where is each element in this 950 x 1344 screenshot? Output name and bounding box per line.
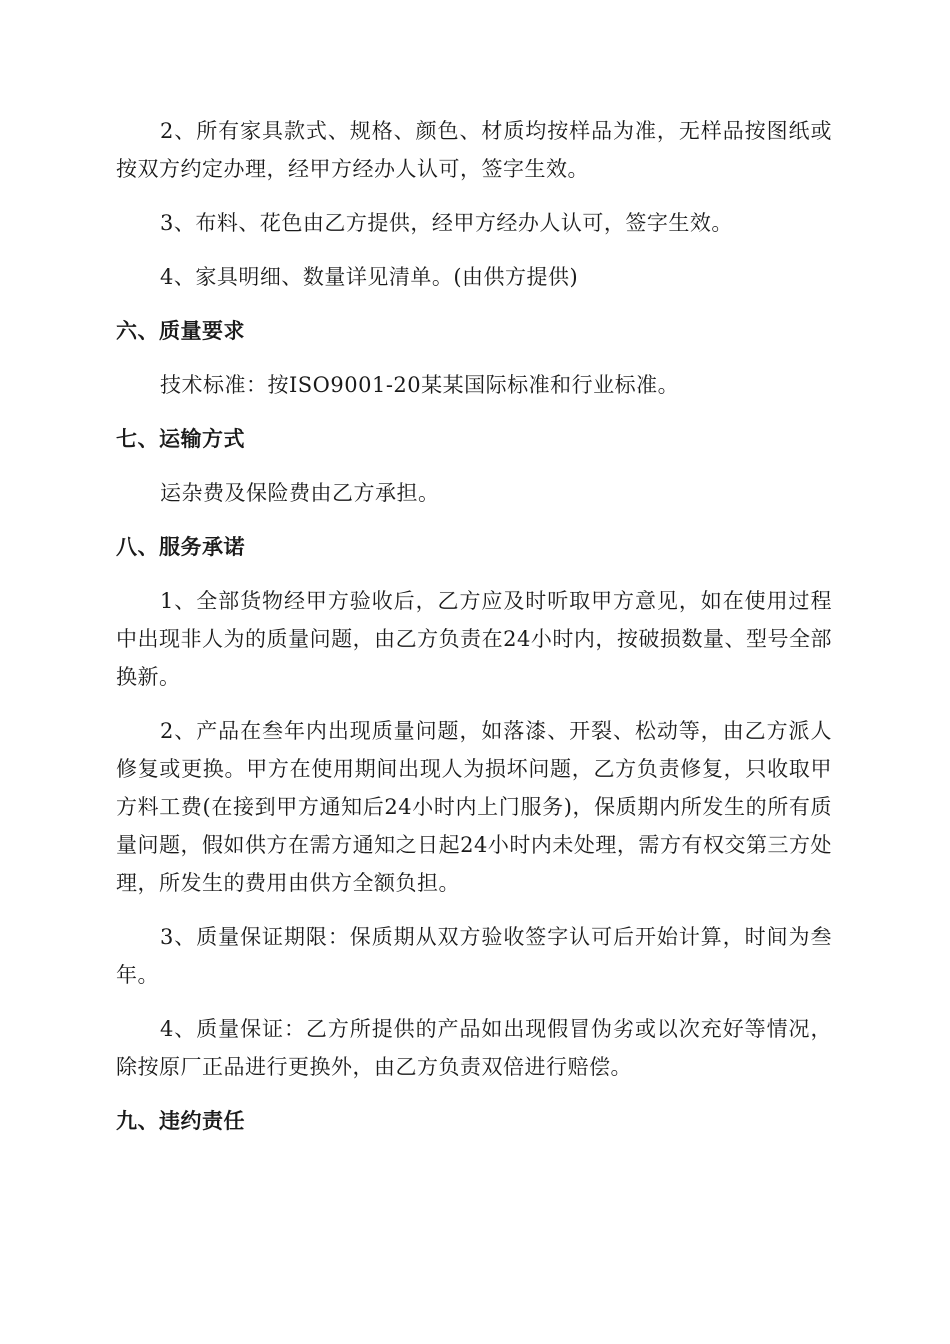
service-1-paragraph: 1、全部货物经甲方验收后，乙方应及时听取甲方意见，如在使用过程中出现非人为的质量问题，由乙方负责在24小时内，按破损数量、型号全部换新。 (116, 589, 832, 689)
section-7-heading: 七、运输方式 (116, 427, 245, 451)
service-4-paragraph: 4、质量保证：乙方所提供的产品如出现假冒伪劣或以次充好等情况，除按原厂正品进行更换外，由乙方负责双倍进行赔偿。 (116, 1017, 832, 1079)
document-page (116, 112, 832, 1156)
transport-paragraph: 运杂费及保险费由乙方承担。 (160, 481, 440, 505)
section-8-heading: 八、服务承诺 (116, 535, 245, 559)
item-4-paragraph: 4、家具明细、数量详见清单。(由供方提供) (160, 265, 579, 289)
service-3-paragraph: 3、质量保证期限：保质期从双方验收签字认可后开始计算，时间为叁年。 (116, 925, 832, 987)
section-6-heading: 六、质量要求 (116, 319, 245, 343)
item-2-paragraph: 2、所有家具款式、规格、颜色、材质均按样品为准，无样品按图纸或按双方约定办理，经甲方经办人认可，签字生效。 (116, 119, 832, 181)
section-9-heading: 九、违约责任 (116, 1109, 245, 1133)
service-2-paragraph: 2、产品在叁年内出现质量问题，如落漆、开裂、松动等，由乙方派人修复或更换。甲方在使用期间出现人为损坏问题，乙方负责修复，只收取甲方料工费(在接到甲方通知后24小时内上门服务)，保质期内所发生的所有质量问题，假如供方在需方通知之日起24小时内未处理，需方有权交第三方处理，所发生的费用由供方全额负担。 (116, 719, 832, 895)
item-3-paragraph: 3、布料、花色由乙方提供，经甲方经办人认可，签字生效。 (160, 211, 733, 235)
quality-standard-paragraph: 技术标准：按ISO9001-20某某国际标准和行业标准。 (160, 373, 680, 397)
